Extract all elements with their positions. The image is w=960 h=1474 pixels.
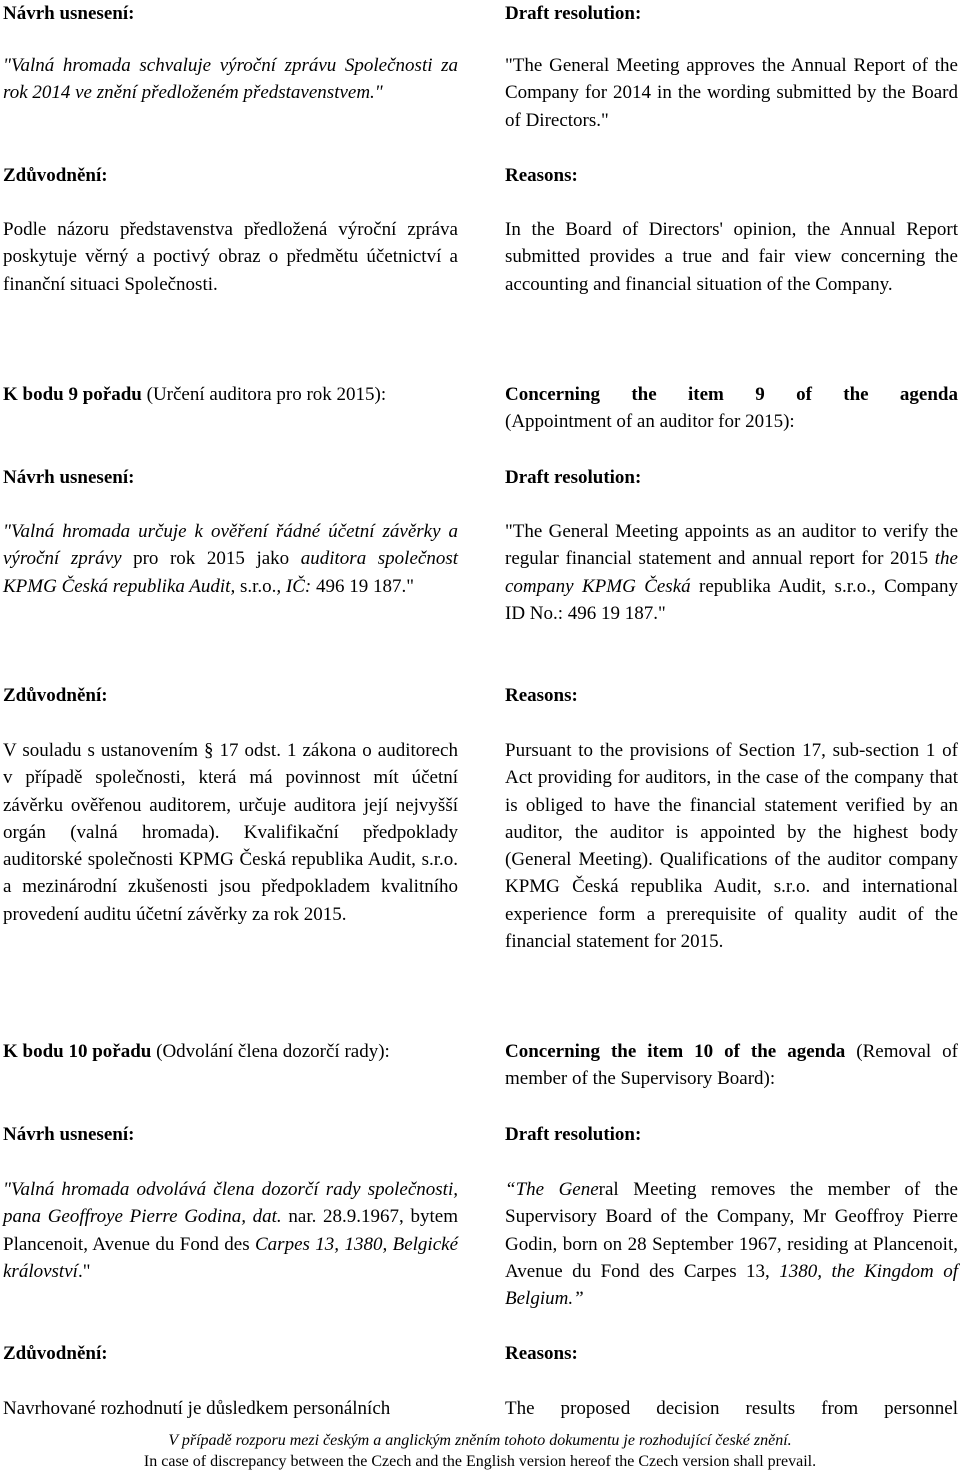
r-s2-reasons: Pursuant to the provisions of Section 17, sub-section 1 of Act providing for auditors, in the case of the company that is obliged to have the financial statement verified by an auditor, the auditor is appointed by the highest body (General Meeting). Qualifications of the auditor company KPMG Česká republika Audit, s.r.o. and international experience form a prerequisite of quality audit of the financial statement for 2015. [505,740,958,953]
s3-resolution [3,1176,458,1285]
s1-resolution: "Valná hromada schvaluje výroční zprávu Společnosti za rok 2014 ve znění předloženém představenstvem." [3,55,458,104]
r-s1-resolution: "The General Meeting approves the Annual Report of the Company for 2014 in the wording submitted by the Board of Directors." [505,55,958,131]
s3-resolution-part4: ." [77,1260,91,1282]
r-s3-resolution-part3: 1380, the Kingdom of Belgium.” [505,1260,958,1310]
s3-resolution-part3: Carpes 13, 1380, Belgické království [3,1233,458,1282]
s1-reasons: Podle názoru představenstva předložená výroční zpráva poskytuje věrný a poctivý obraz o předmětu účetnictví a finanční situaci Společnosti. [3,219,458,295]
item-10-title-bold: K bodu 10 pořadu [3,1041,152,1062]
r-s3-heading: Draft resolution: [505,1124,642,1145]
r-s2-resolution-part3: republika Audit, s.r.o., Company ID No.: 496 19 187." [505,575,958,624]
s2-resolution-part1: "Valná hromada určuje k ověření řádné účetní závěrky a výroční zprávy [3,521,458,570]
s2-resolution-part4: s.r.o. [235,575,277,597]
r-item-9-title-rest: (Appointment of an auditor for 2015): [505,411,795,432]
s2-resolution-part6: 496 19 187." [311,575,414,597]
r-s3-resolution-part2: ral Meeting removes the member of the Supervisory Board of the Company, Mr Geoffroy Pierre Godin, born on 28 September 1967, residing at Plancenoit, Avenue du Fond des Carpes 13, [505,1179,958,1282]
r-s3-reasons: The proposed decision results from personnel [505,1398,958,1419]
s2-resolution-part2: pro rok 2015 jako [121,548,301,570]
s3-reasons: Navrhované rozhodnutí je důsledkem personálních [3,1398,391,1419]
r-item-9-title-bold: Concerning the item 9 of the agenda [505,384,958,405]
s2-resolution-part3: auditora společnost KPMG Česká republika Audit, [3,548,458,597]
s3-resolution-part2: nar. 28.9.1967, bytem Plancenoit, Avenue du Fond des [3,1206,458,1255]
footer-czech-note: V případě rozporu mezi českým a anglickým zněním tohoto dokumentu je rozhodující české znění. [168,1432,792,1449]
r-s3-resolution-part1: “The Gene [505,1179,599,1200]
r-s2-reasons-heading: Reasons: [505,685,578,706]
item-9-title-rest: (Určení auditora pro rok 2015): [141,384,387,405]
s2-resolution-part5: , IČ: [276,575,312,597]
s3-heading: Návrh usnesení: [3,1124,135,1145]
footer-english-note: In case of discrepancy between the Czech and the English version hereof the Czech version shall prevail. [143,1453,817,1470]
item-10-title-rest: (Odvolání člena dozorčí rady): [151,1041,390,1062]
r-s1-reasons-heading: Reasons: [505,165,578,186]
s3-reasons-heading: Zdůvodnění: [3,1343,108,1364]
r-s3-resolution [505,1176,958,1312]
r-s2-resolution-part1: "The General Meeting appoints as an auditor to verify the regular financial statement and annual report for 2015 [505,521,958,570]
item-10-title [3,1038,458,1065]
r-item-10-title-rest: (Removal of member of the Supervisory Board): [505,1041,958,1090]
r-s2-resolution [505,518,958,627]
s3-resolution-part1: "Valná hromada odvolává člena dozorčí rady společnosti, pana Geoffroye Pierre Godina, dat. [3,1179,458,1228]
r-item-10-title [505,1038,958,1093]
r-s1-reasons: In the Board of Directors' opinion, the Annual Report submitted provides a true and fair view concerning the accounting and financial situation of the Company. [505,219,958,295]
s2-resolution [3,518,458,600]
s2-reasons: V souladu s ustanovením § 17 odst. 1 zákona o auditorech v případě společnosti, která má povinnost mít účetní závěrku ověřenou auditorem, určuje auditora její nejvyšší orgán (valná hromada). Kvalifikační předpoklady auditorské společnosti KPMG Česká republika Audit, s.r.o. a mezinárodní zkušenosti jsou předpokladem kvalitního provedení auditu účetní závěrky za rok 2015. [3,740,458,925]
r-s1-heading: Draft resolution: [505,3,642,24]
s1-reasons-heading: Zdůvodnění: [3,165,108,186]
item-9-title-bold: K bodu 9 pořadu [3,384,142,405]
r-s3-reasons-heading: Reasons: [505,1343,578,1364]
s2-heading: Návrh usnesení: [3,467,135,488]
r-s2-resolution-part2: the company KPMG Česká [505,548,958,597]
page-footer [0,1430,960,1472]
item-9-title [3,381,458,408]
r-item-10-title-bold: Concerning the item 10 of the agenda [505,1041,846,1062]
r-s2-heading: Draft resolution: [505,467,642,488]
s2-reasons-heading: Zdůvodnění: [3,685,108,706]
s1-heading: Návrh usnesení: [3,3,135,24]
